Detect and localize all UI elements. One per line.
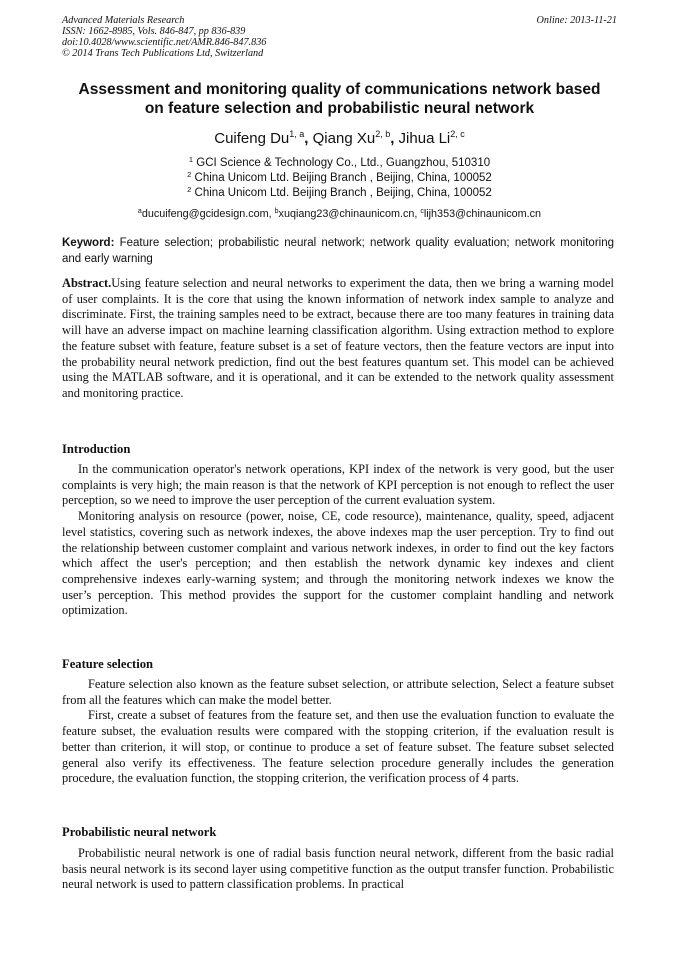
email-address: xuqiang23@chinaunicom.cn, (278, 208, 421, 220)
author-name: Jihua Li (398, 130, 451, 147)
keywords-label: Keyword: (62, 237, 115, 249)
paragraph: Feature selection also known as the feature subset selection, or attribute selection, Select a feature subset from all the features which can make the model better. (62, 677, 614, 707)
paper-title (62, 80, 617, 118)
email-address: ducuifeng@gcidesign.com, (141, 208, 275, 220)
keywords-text: Feature selection; probabilistic neural network; network quality evaluation; network monitoring and early warning (62, 237, 614, 265)
paragraph: In the communication operator's network operations, KPI index of the network is very good, but the user complaints is very high; the main reason is that the network of KPI perception is not enough to reflect the user perception, so we need to improve the user perception of the current evaluation system. (62, 462, 614, 508)
section-body (62, 462, 614, 619)
affiliation-number: 2 (187, 185, 192, 194)
paragraph: Monitoring analysis on resource (power, noise, CE, code resource), maintenance, quality, speed, adjacent level statistics, covering such as network indexes, the above indexes map the user perception. Try to find out the relationship between customer complaint and various network indexes, in order to find out the key factors which affect the user's perception; and then establish the network dynamic key indexes and client comprehensive indexes early-warning system; and through the monitoring network indexes we know the user’s perception. This method provides the support for the customer complaint handling and network optimization. (62, 509, 614, 618)
author-affil-mark: 2, b (375, 129, 391, 139)
author-name: Qiang Xu (312, 130, 376, 147)
affiliation-list (62, 156, 617, 201)
title-line-2: on feature selection and probabilistic neural network (144, 100, 535, 117)
email-mark: c (420, 208, 424, 215)
online-date: Online: 2013-11-21 (536, 15, 617, 26)
affiliation-text: China Unicom Ltd. Beijing Branch , Beijing, China, 100052 (194, 187, 492, 199)
section-body (62, 846, 614, 893)
journal-doi: doi:10.4028/www.scientific.net/AMR.846-847.836 (62, 37, 267, 48)
section-heading: Probabilistic neural network (62, 825, 217, 839)
email-mark: b (274, 208, 279, 215)
keywords (62, 236, 614, 267)
affiliation (62, 171, 617, 186)
paragraph: First, create a subset of features from the feature set, and then use the evaluation function to evaluate the feature subset, the evaluation results were compared with the stopping criterion, if the evaluation result is better than criterion, it will stop, or continue to produce a set of feature subset. The feature subset selected general also verify its effectiveness. The feature selection procedure generally includes the generation procedure, the evaluation function, the stopping criterion, the verification process of 4 parts. (62, 708, 614, 786)
journal-copyright: © 2014 Trans Tech Publications Ltd, Switzerland (62, 48, 264, 59)
email-address: lijh353@chinaunicom.cn (423, 208, 542, 220)
author-name: Cuifeng Du (214, 130, 290, 147)
journal-name: Advanced Materials Research (62, 15, 185, 26)
affiliation (62, 156, 617, 171)
email-list (62, 207, 617, 221)
journal-header (62, 15, 617, 59)
email-mark: a (137, 208, 142, 215)
affiliation-text: GCI Science & Technology Co., Ltd., Guangzhou, 510310 (196, 157, 491, 169)
affiliation-number: 2 (187, 170, 192, 179)
affiliation (62, 186, 617, 201)
journal-issn: ISSN: 1662-8985, Vols. 846-847, pp 836-839 (62, 26, 246, 37)
author-list (62, 129, 617, 148)
abstract (62, 276, 614, 402)
author-separator: , (304, 130, 309, 147)
paragraph: Probabilistic neural network is one of radial basis function neural network, different from the basic radial basis neural network is its second layer using competitive function as the output transfer function. Probabilistic neural network is used to pattern classification problems. In practical (62, 846, 614, 892)
abstract-text: Using feature selection and neural networks to experiment the data, then we bring a warning model of user complaints. It is the core that using the known information of network index sample to analyze and discriminate. First, the training samples need to be extract, because there are too many features in training data will have an adverse impact on machine learning classification algorithm. Using extraction method to explore the feature subset with feature, feature subset is a set of feature vectors, then the feature vectors are input into the probability neural network prediction, find out the best features quantum set. This model can be achieved using the MATLAB software, and it is operational, and it can be extended to the network quality assessment and monitoring practice. (62, 276, 614, 400)
title-line-1: Assessment and monitoring quality of communications network based (78, 81, 601, 98)
abstract-label: Abstract. (62, 276, 112, 290)
author-affil-mark: 1, a (289, 129, 305, 139)
section-heading: Feature selection (62, 657, 154, 671)
author-affil-mark: 2, c (450, 129, 465, 139)
section-body (62, 677, 614, 787)
affiliation-number: 1 (188, 155, 194, 164)
affiliation-text: China Unicom Ltd. Beijing Branch , Beijing, China, 100052 (194, 172, 492, 184)
author-separator: , (390, 130, 395, 147)
section-heading: Introduction (62, 442, 131, 456)
